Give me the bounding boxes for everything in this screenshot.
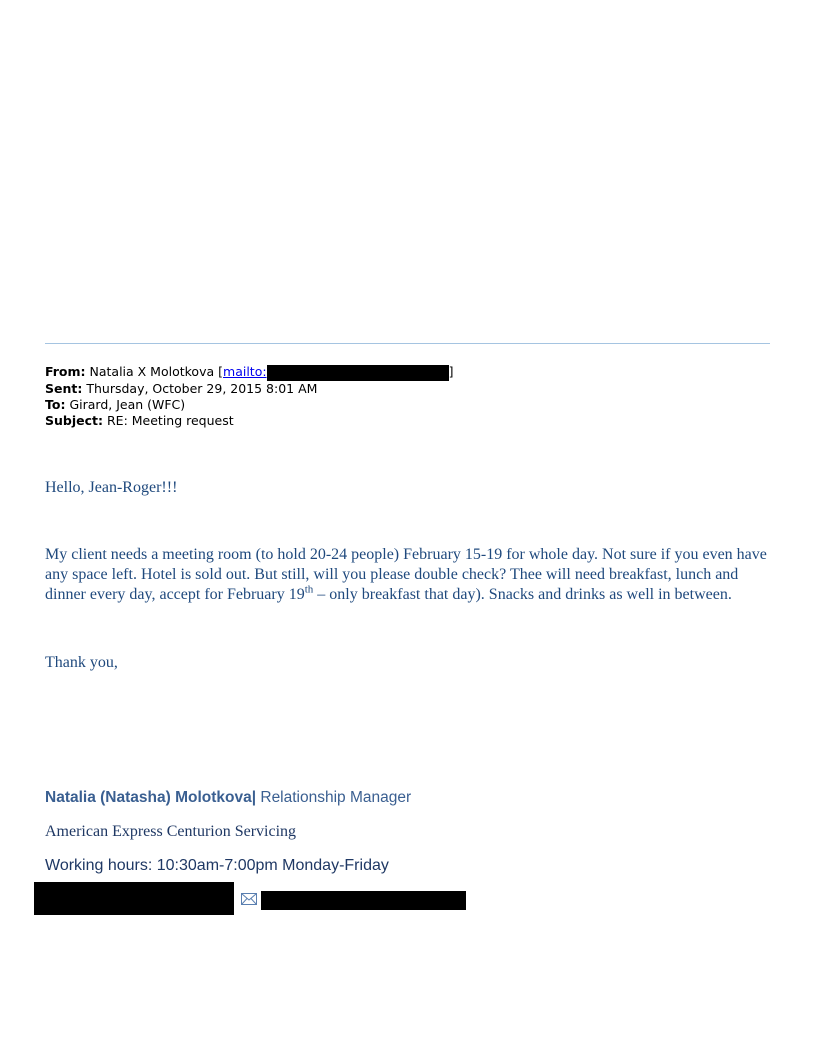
sent-label: Sent: [45, 380, 83, 396]
mailto-link[interactable]: mailto: [223, 364, 267, 379]
sent-row [45, 381, 770, 397]
close-bracket: ] [448, 364, 454, 379]
to-label: To: [45, 396, 66, 412]
ordinal-suffix: th [304, 583, 314, 596]
envelope-icon [241, 893, 257, 905]
message-paragraph [45, 545, 775, 605]
closing: Thank you, [45, 654, 118, 671]
greeting: Hello, Jean-Roger!!! [45, 479, 178, 496]
sent-value: Thursday, October 29, 2015 8:01 AM [86, 380, 318, 396]
header-divider [45, 343, 770, 344]
redacted-signature-email [261, 891, 466, 910]
paragraph-part2: – only breakfast that day). Snacks and drinks as well in between. [313, 586, 732, 603]
signature-title: Relationship Manager [256, 789, 412, 806]
subject-row [45, 413, 770, 429]
signature-hours: Working hours: 10:30am-7:00pm Monday-Friday [45, 857, 389, 874]
to-row [45, 397, 770, 413]
paragraph-part1: My client needs a meeting room (to hold 20-24 people) February 15-19 for whole day. Not sure if you even have any space left. Hotel is sold out. But still, will you please double check? Thee will need breakfast, lunch and dinner every day, accept for February 19 [45, 546, 767, 603]
redacted-phone [34, 882, 234, 915]
from-label: From: [45, 364, 86, 379]
subject-label: Subject: [45, 412, 103, 428]
subject-value: RE: Meeting request [106, 412, 234, 428]
to-value: Girard, Jean (WFC) [69, 396, 186, 412]
from-row [45, 364, 770, 381]
signature-name-line [45, 789, 411, 807]
from-name: Natalia X Molotkova [89, 364, 215, 379]
signature-name: Natalia (Natasha) Molotkova| [45, 789, 257, 806]
email-header [45, 364, 770, 429]
redacted-sender-email [267, 365, 449, 381]
open-bracket: [ [218, 364, 224, 379]
signature-company: American Express Centurion Servicing [45, 823, 297, 840]
